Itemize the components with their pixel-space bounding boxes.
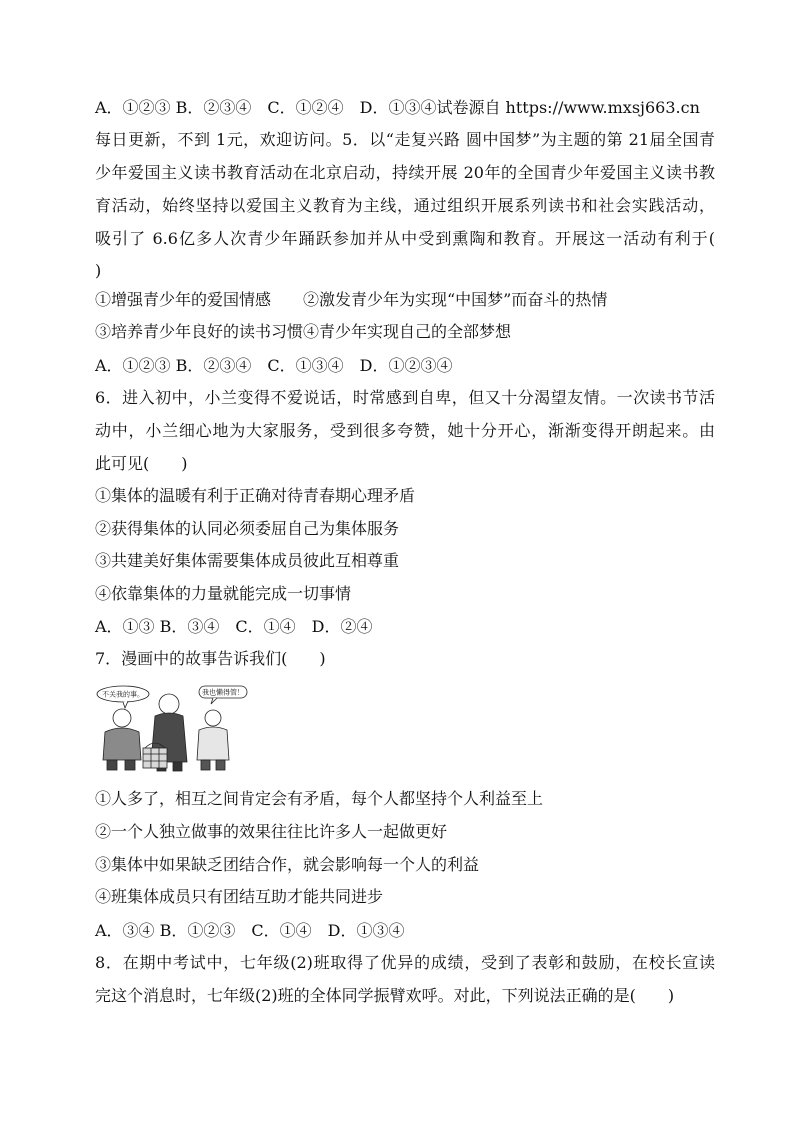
- q6-stem-line-1: 6．进入初中，小兰变得不爱说话，时常感到自卑，但又十分渴望友情。一次读书节活: [95, 388, 715, 407]
- q7-statement-2: ②一个人独立做事的效果往往比许多人一起做更好: [95, 822, 448, 841]
- q5-statements-2: ③培养青少年良好的读书习惯④青少年实现自己的全部梦想: [95, 322, 512, 341]
- q5-options: A．①②③ B．②③④ C．①③④ D．①②③④: [95, 356, 453, 375]
- q6-stem-line-3: 此可见( ): [95, 454, 188, 473]
- comic-illustration: [95, 682, 255, 777]
- q7-statement-3: ③集体中如果缺乏团结合作，就会影响每一个人的利益: [95, 855, 480, 874]
- figure-right: [197, 710, 229, 770]
- bubble-left-text: 不关我的事。: [102, 690, 144, 699]
- figure-left: [103, 709, 141, 770]
- q5-statements-1: ①增强青少年的爱国情感 ②激发青少年为实现“中国梦”而奋斗的热情: [95, 290, 608, 309]
- q5-stem-line-4: 吸引了 6.6亿多人次青少年踊跃参加并从中受到熏陶和教育。开展这一活动有利于(: [95, 229, 715, 248]
- q7-statement-4: ④班集体成员只有团结互助才能共同进步: [95, 887, 384, 906]
- q6-statement-3: ③共建美好集体需要集体成员彼此互相尊重: [95, 551, 400, 570]
- q6-stem-line-2: 动中，小兰细心地为大家服务，受到很多夸赞，她十分开心，渐渐变得开朗起来。由: [95, 421, 715, 440]
- q4-options: A．①②③ B．②③④ C．①②④ D．①③④试卷源自 https://www.mxsj663.cn: [95, 98, 700, 117]
- q6-statement-2: ②获得集体的认同必须委屈自己为集体服务: [95, 519, 400, 538]
- q7-stem: 7．漫画中的故事告诉我们( ): [95, 649, 326, 668]
- bubble-right-text: 我也懒得管！: [202, 688, 244, 697]
- q6-statement-1: ①集体的温暖有利于正确对待青春期心理矛盾: [95, 486, 416, 505]
- q8-stem-line-1: 8．在期中考试中，七年级(2)班取得了优异的成绩，受到了表彰和鼓励，在校长宣读: [95, 953, 715, 972]
- q6-statement-4: ④依靠集体的力量就能完成一切事情: [95, 584, 352, 603]
- q5-stem-line-3: 育活动，始终坚持以爱国主义教育为主线，通过组织开展系列读书和社会实践活动，: [95, 196, 715, 215]
- q5-stem-line-2: 少年爱国主义读书教育活动在北京启动，持续开展 20年的全国青少年爱国主义读书教: [95, 163, 715, 182]
- q6-options: A．①③ B．③④ C．①④ D．②④: [95, 617, 373, 636]
- q7-statement-1: ①人多了，相互之间肯定会有矛盾，每个人都坚持个人利益至上: [95, 789, 544, 808]
- q5-stem-line-5: ): [95, 261, 102, 280]
- q5-stem-line-1: 每日更新，不到 1元，欢迎访问。5．以“走复兴路 圆中国梦”为主题的第 21届全国青: [95, 130, 715, 149]
- q8-stem-line-2: 完这个消息时，七年级(2)班的全体同学振臂欢呼。对此，下列说法正确的是( ): [95, 986, 675, 1005]
- q7-options: A．③④ B．①②③ C．①④ D．①③④: [95, 921, 405, 940]
